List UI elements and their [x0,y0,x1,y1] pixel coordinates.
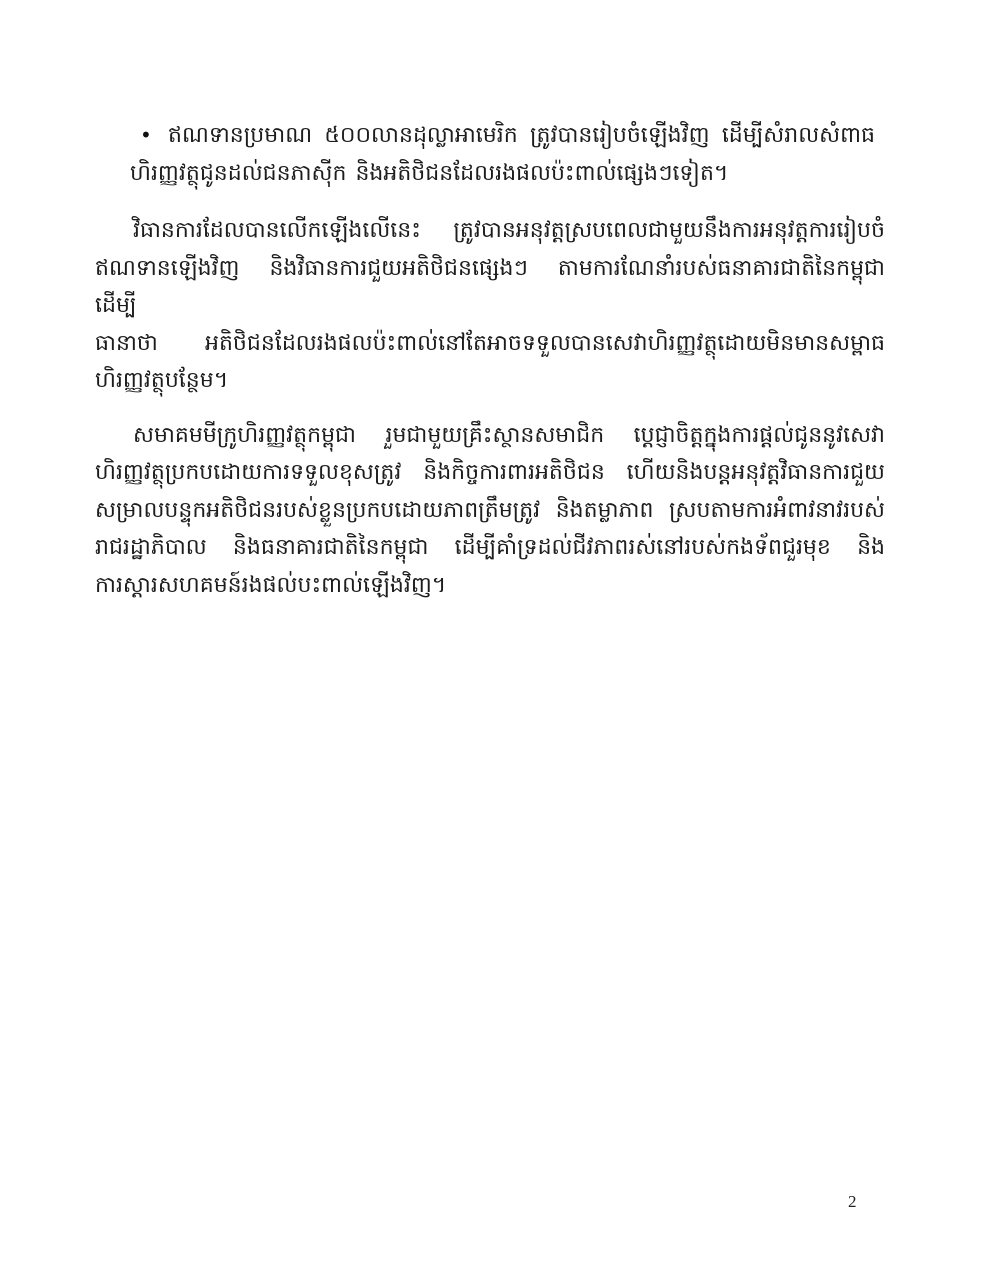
text-line: រាជរដ្ឋាភិបាល និងធនាគារជាតិនៃកម្ពុជា ដើម្បីគាំទ្រដល់ជីវភាពរស់នៅរបស់កងទ័ពជួរមុខ និង [95,535,885,560]
text-line: សម្រាលបន្ទុកអតិថិជនរបស់ខ្លួនប្រកបដោយភាពត្រឹមត្រូវ និងតម្លាភាព ស្របតាមការអំពាវនាវរបស់ [95,497,885,523]
text-line: ធានាថា អតិថិជនដែលរងផលប៉ះពាល់នៅតែអាចទទួលបានសេវាហិរញ្ញវត្ថុដោយមិនមានសម្ពាធ [95,330,885,356]
text-line: សមាគមមីក្រូហិរញ្ញវត្ថុកម្ពុជា រួមជាមួយគ្រឹះស្ថានសមាជិក ប្ដេជ្ញាចិត្តក្នុងការផ្ដល់ជូននូវសេវា [133,422,885,448]
bullet-list-item [95,117,875,192]
text-line: ហិរញ្ញវត្ថុប្រកបដោយការទទួលខុសត្រូវ និងកិច្ចការពារអតិថិជន ហើយនិងបន្តអនុវត្តវិធានការជួយ [95,460,885,485]
text-line: ការស្ដារសហគមន៍រងផល់បះពាល់ឡើងវិញ។ [95,572,447,598]
paragraph [95,212,885,400]
paragraph [95,417,885,605]
text-line: ហិរញ្ញវត្ថុបន្ថែម។ [95,368,229,393]
document-body [95,117,885,604]
text-line: ឥណទានឡើងវិញ និងវិធានការជួយអតិថិជនផ្សេងៗ តាមការណែនាំរបស់ធនាគារជាតិនៃកម្ពុជា ដើម្បី [95,255,885,318]
bullet-marker-icon: • [140,123,152,147]
bullet-text-block [130,117,875,192]
text-line: ឥណទានប្រមាណ ៥០០លានដុល្លាអាមេរិក ត្រូវបានរៀបចំឡើងវិញ ដើម្បីសំរាលសំពាធ [168,123,875,148]
text-line: ហិរញ្ញវត្ថុជូនដល់ជនភាស៊ីក និងអតិថិជនដែលរងផលប៉ះពាល់ផ្សេងៗទៀត។ [130,160,729,186]
text-line: វិធានការដែលបានលើកឡើងលើនេះ ត្រូវបានអនុវត្តស្របពេលជាមួយនឹងការអនុវត្តការរៀបចំ [133,218,885,243]
page-number: 2 [848,1192,857,1211]
